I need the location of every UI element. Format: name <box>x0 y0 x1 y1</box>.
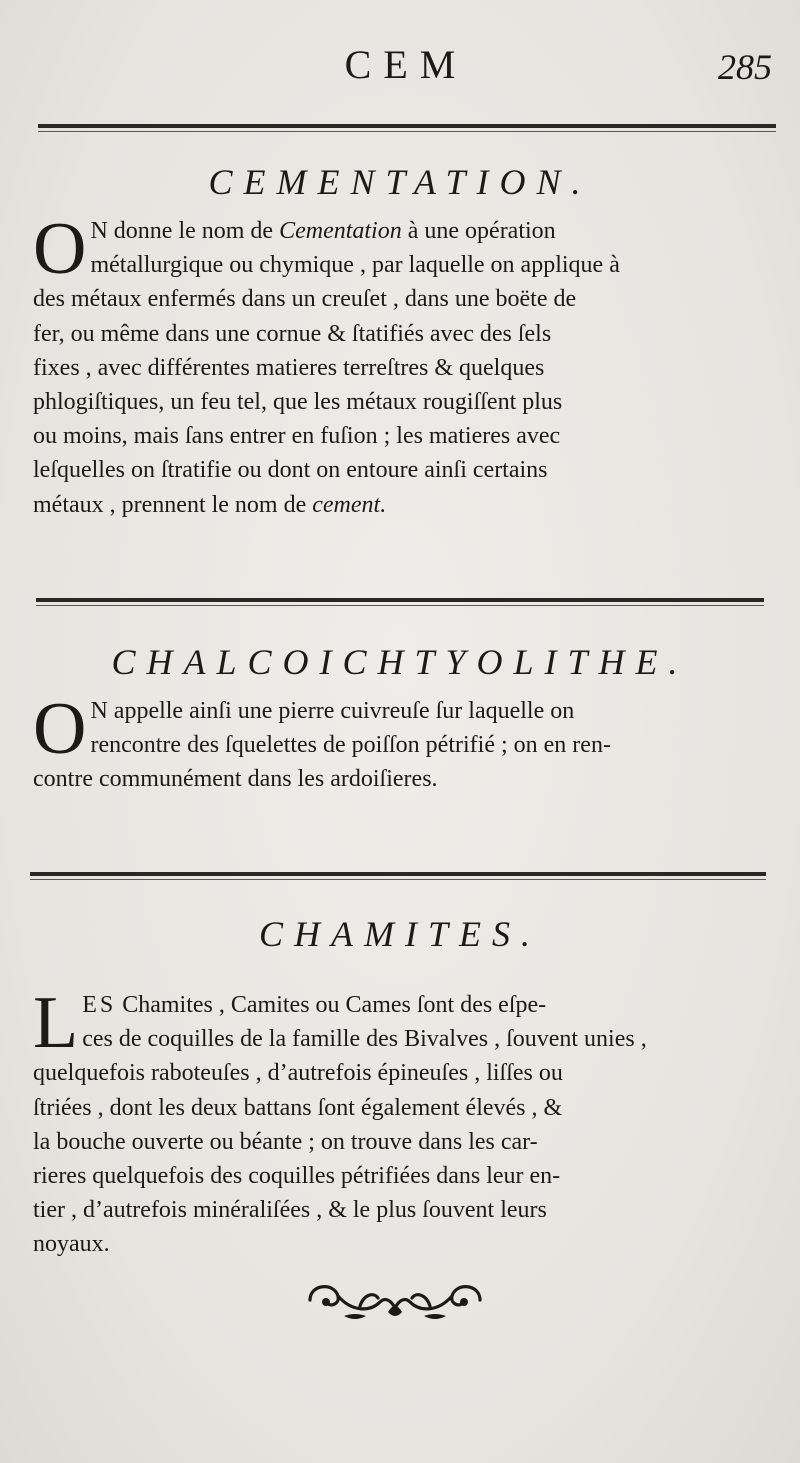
text-line: rencontre des ſquelettes de poiſſon pétrifié ; on en ren- <box>90 732 611 759</box>
paragraph-chamites <box>33 982 771 1262</box>
fleuron-ornament-icon <box>300 1272 490 1328</box>
text-line: rieres quelquefois des coquilles pétrifiées dans leur en- <box>33 1163 561 1190</box>
page-number: 285 <box>718 47 772 87</box>
running-head-title: CEM <box>344 42 468 87</box>
paragraph-cementation <box>33 208 771 522</box>
text-line: métaux , prennent le nom de cement. <box>33 491 387 518</box>
text-line: fixes , avec différentes matieres terreſtres & quelques <box>33 354 545 381</box>
text-line: noyaux. <box>33 1231 110 1258</box>
rule-divider <box>36 598 764 602</box>
text-line: ou moins, mais ſans entrer en fuſion ; les matieres avec <box>33 423 561 450</box>
dropcap: L <box>33 982 79 1064</box>
text-line: ſtriées , dont les deux battans ſont également élevés , & <box>33 1094 563 1121</box>
dropcap: O <box>33 688 87 770</box>
text-line: N appelle ainſi une pierre cuivreuſe ſur laquelle on <box>90 698 575 724</box>
text-line: métallurgique ou chymique , par laquelle on applique à <box>90 252 620 279</box>
text-line: ces de coquilles de la famille des Bivalves , ſouvent unies , <box>82 1026 647 1053</box>
text-line: leſquelles on ſtratifie ou dont on entoure ainſi certains <box>33 457 548 484</box>
text-line: tier , d’autrefois minéraliſées , & le plus ſouvent leurs <box>33 1197 547 1224</box>
text-line: fer, ou même dans une cornue & ſtatifiés avec des ſels <box>33 320 552 347</box>
running-head <box>0 40 800 90</box>
text-line: ES Chamites , Camites ou Cames ſont des eſpe- <box>82 992 547 1018</box>
dropcap: O <box>33 208 87 290</box>
text-line: la bouche ouverte ou béante ; on trouve dans les car- <box>33 1128 538 1155</box>
rule-top <box>38 124 776 128</box>
heading-chamites: CHAMITES. <box>259 914 541 954</box>
rule-divider <box>30 872 766 876</box>
text-line: quelquefois raboteuſes , d’autrefois épineuſes , liſſes ou <box>33 1060 563 1087</box>
text-line: des métaux enfermés dans un creuſet , dans une boëte de <box>33 286 577 313</box>
heading-cementation: CEMENTATION. <box>208 162 592 202</box>
heading-chalcoichtyolithe: CHALCOICHTYOLITHE. <box>111 642 689 682</box>
text-line: phlogiſtiques, un feu tel, que les métaux rougiſſent plus <box>33 389 563 416</box>
text-line: contre communément dans les ardoiſieres. <box>33 766 438 793</box>
paragraph-chalcoichtyolithe <box>33 688 771 797</box>
text-line: N donne le nom de Cementation à une opération <box>90 218 556 244</box>
